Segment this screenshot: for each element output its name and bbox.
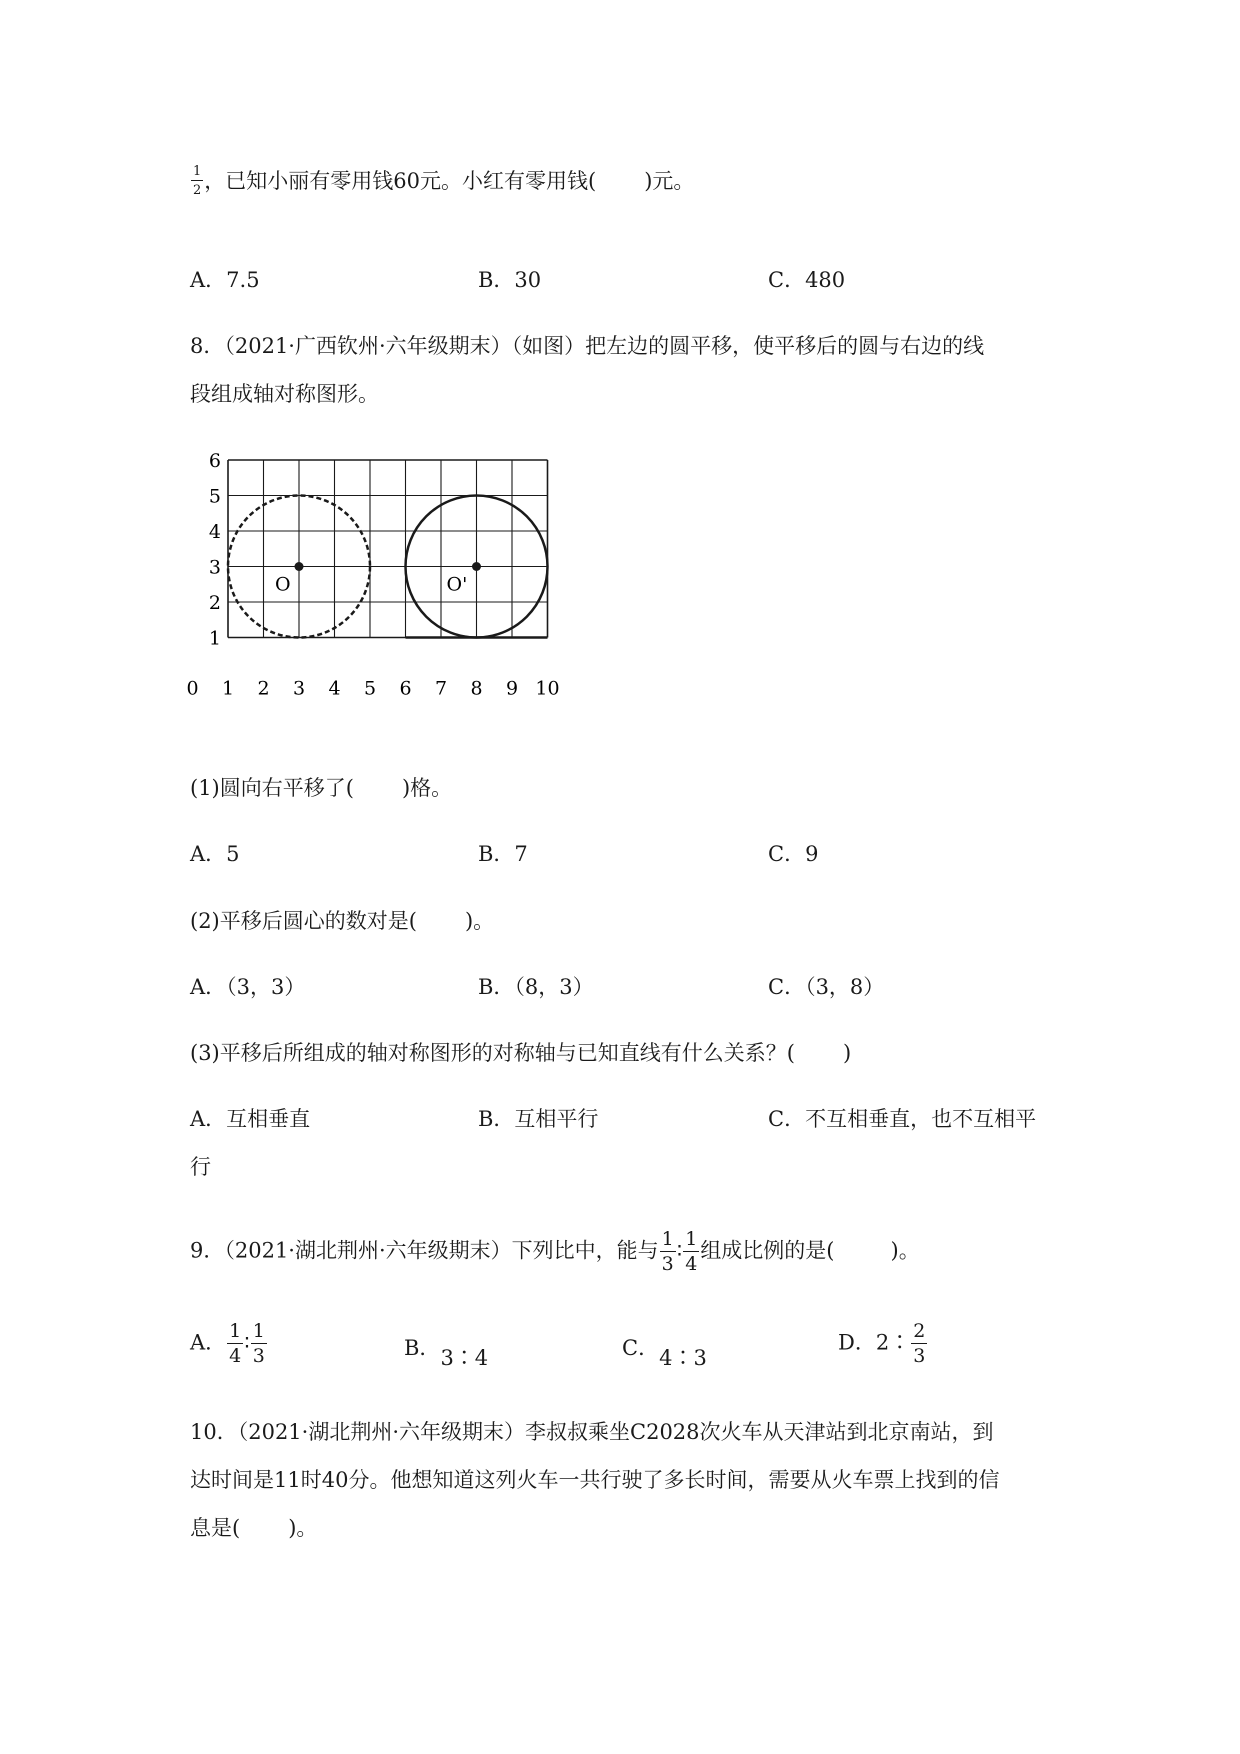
label-o: O bbox=[275, 573, 291, 596]
x-tick-label: 1 bbox=[221, 677, 235, 700]
q8-sub3-option-c-wrap: 行 bbox=[190, 1155, 211, 1179]
q8-sub1-option-c[interactable]: C．9 bbox=[768, 842, 819, 866]
q10-stem-line2: 达时间是11时40分。他想知道这列火车一共行驶了多长时间，需要从火车票上找到的信 bbox=[190, 1468, 1000, 1492]
x-tick-label: 9 bbox=[505, 677, 519, 700]
q9-stem: 9．（2021·湖北荆州·六年级期末）下列比中，能与 $\frac{1}{3}$ ∶ $\frac{1}{4}$ 组成比例的是( )。 bbox=[190, 1228, 920, 1275]
ratio-colon: ∶ bbox=[676, 1238, 683, 1263]
q7-option-c[interactable]: C．480 bbox=[768, 268, 846, 292]
q8-stem-line1: 8．（2021·广西钦州·六年级期末）（如图）把左边的圆平移，使平移后的圆与右边的线 bbox=[190, 334, 985, 358]
q8-sub2: (2)平移后圆心的数对是( )。 bbox=[190, 909, 495, 933]
q7-line: $\frac{1}{2}$ ，已知小丽有零用钱60元。小红有零用钱( )元。 bbox=[193, 164, 695, 198]
q10-stem-line1: 10．（2021·湖北荆州·六年级期末）李叔叔乘坐C2028次火车从天津站到北京南站，到 bbox=[190, 1420, 994, 1444]
x-tick-label: 2 bbox=[257, 677, 270, 700]
x-tick-label: 7 bbox=[434, 677, 448, 700]
q10-stem-line3: 息是( )。 bbox=[190, 1516, 318, 1540]
x-tick-label: 6 bbox=[399, 677, 412, 700]
label-o-prime: O' bbox=[446, 573, 468, 596]
fraction-one-half: $\frac{1}{2}$ bbox=[193, 164, 202, 198]
q8-sub1-option-b[interactable]: B．7 bbox=[478, 842, 528, 866]
q8-sub1-option-a[interactable]: A．5 bbox=[190, 842, 240, 866]
q9-option-b[interactable]: B．3∶4 bbox=[404, 1336, 489, 1370]
fraction-one-quarter: $\frac{1}{4}$ bbox=[229, 1320, 242, 1367]
y-tick-label: 2 bbox=[208, 592, 221, 614]
x-tick-label: 8 bbox=[470, 677, 483, 700]
q9-option-a[interactable]: A． $\frac{1}{4}$ ∶ $\frac{1}{3}$ bbox=[190, 1320, 265, 1367]
q8-sub3: (3)平移后所组成的轴对称图形的对称轴与已知直线有什么关系？( ) bbox=[190, 1041, 852, 1065]
center-point-o-prime bbox=[472, 562, 481, 571]
q8-sub3-option-c[interactable]: C．不互相垂直，也不互相平 bbox=[768, 1107, 1037, 1131]
q8-stem-line2: 段组成轴对称图形。 bbox=[190, 382, 379, 406]
q8-sub2-option-c[interactable]: C．（3，8） bbox=[768, 975, 885, 999]
center-point-o bbox=[295, 562, 304, 571]
q7-text: ，已知小丽有零用钱60元。小红有零用钱( bbox=[204, 169, 597, 193]
q8-sub2-option-a[interactable]: A．（3，3） bbox=[190, 975, 306, 999]
q7-option-a[interactable]: A．7.5 bbox=[190, 268, 260, 292]
grid-axis-labels bbox=[186, 450, 559, 700]
x-tick-label: 0 bbox=[186, 677, 199, 700]
y-tick-label: 3 bbox=[208, 556, 221, 579]
fraction-two-thirds: $\frac{2}{3}$ bbox=[913, 1320, 926, 1367]
x-tick-label: 10 bbox=[535, 677, 560, 700]
y-tick-label: 4 bbox=[208, 521, 221, 543]
q7-option-b[interactable]: B．30 bbox=[478, 268, 542, 292]
x-tick-label: 4 bbox=[328, 677, 341, 700]
fraction-one-third: $\frac{1}{3}$ bbox=[252, 1320, 265, 1367]
x-tick-label: 3 bbox=[292, 677, 306, 700]
y-tick-label: 6 bbox=[208, 450, 221, 472]
q9-option-c[interactable]: C．4∶3 bbox=[622, 1336, 707, 1370]
grid-lines bbox=[228, 460, 548, 638]
x-tick-label: 5 bbox=[363, 677, 377, 700]
y-tick-label: 5 bbox=[208, 485, 221, 508]
coordinate-grid-figure bbox=[186, 450, 630, 710]
ratio-fraction-one-quarter: $\frac{1}{4}$ bbox=[685, 1228, 698, 1275]
q8-sub3-option-a[interactable]: A．互相垂直 bbox=[190, 1107, 311, 1131]
q8-sub3-option-b[interactable]: B．互相平行 bbox=[478, 1107, 599, 1131]
ratio-fraction-one-third: $\frac{1}{3}$ bbox=[661, 1228, 674, 1275]
q8-sub2-option-b[interactable]: B．（8，3） bbox=[478, 975, 594, 999]
y-tick-label: 1 bbox=[208, 627, 221, 650]
q9-option-d[interactable]: D．2∶ $\frac{2}{3}$ bbox=[838, 1320, 926, 1367]
q8-sub1: (1)圆向右平移了( )格。 bbox=[190, 776, 453, 800]
